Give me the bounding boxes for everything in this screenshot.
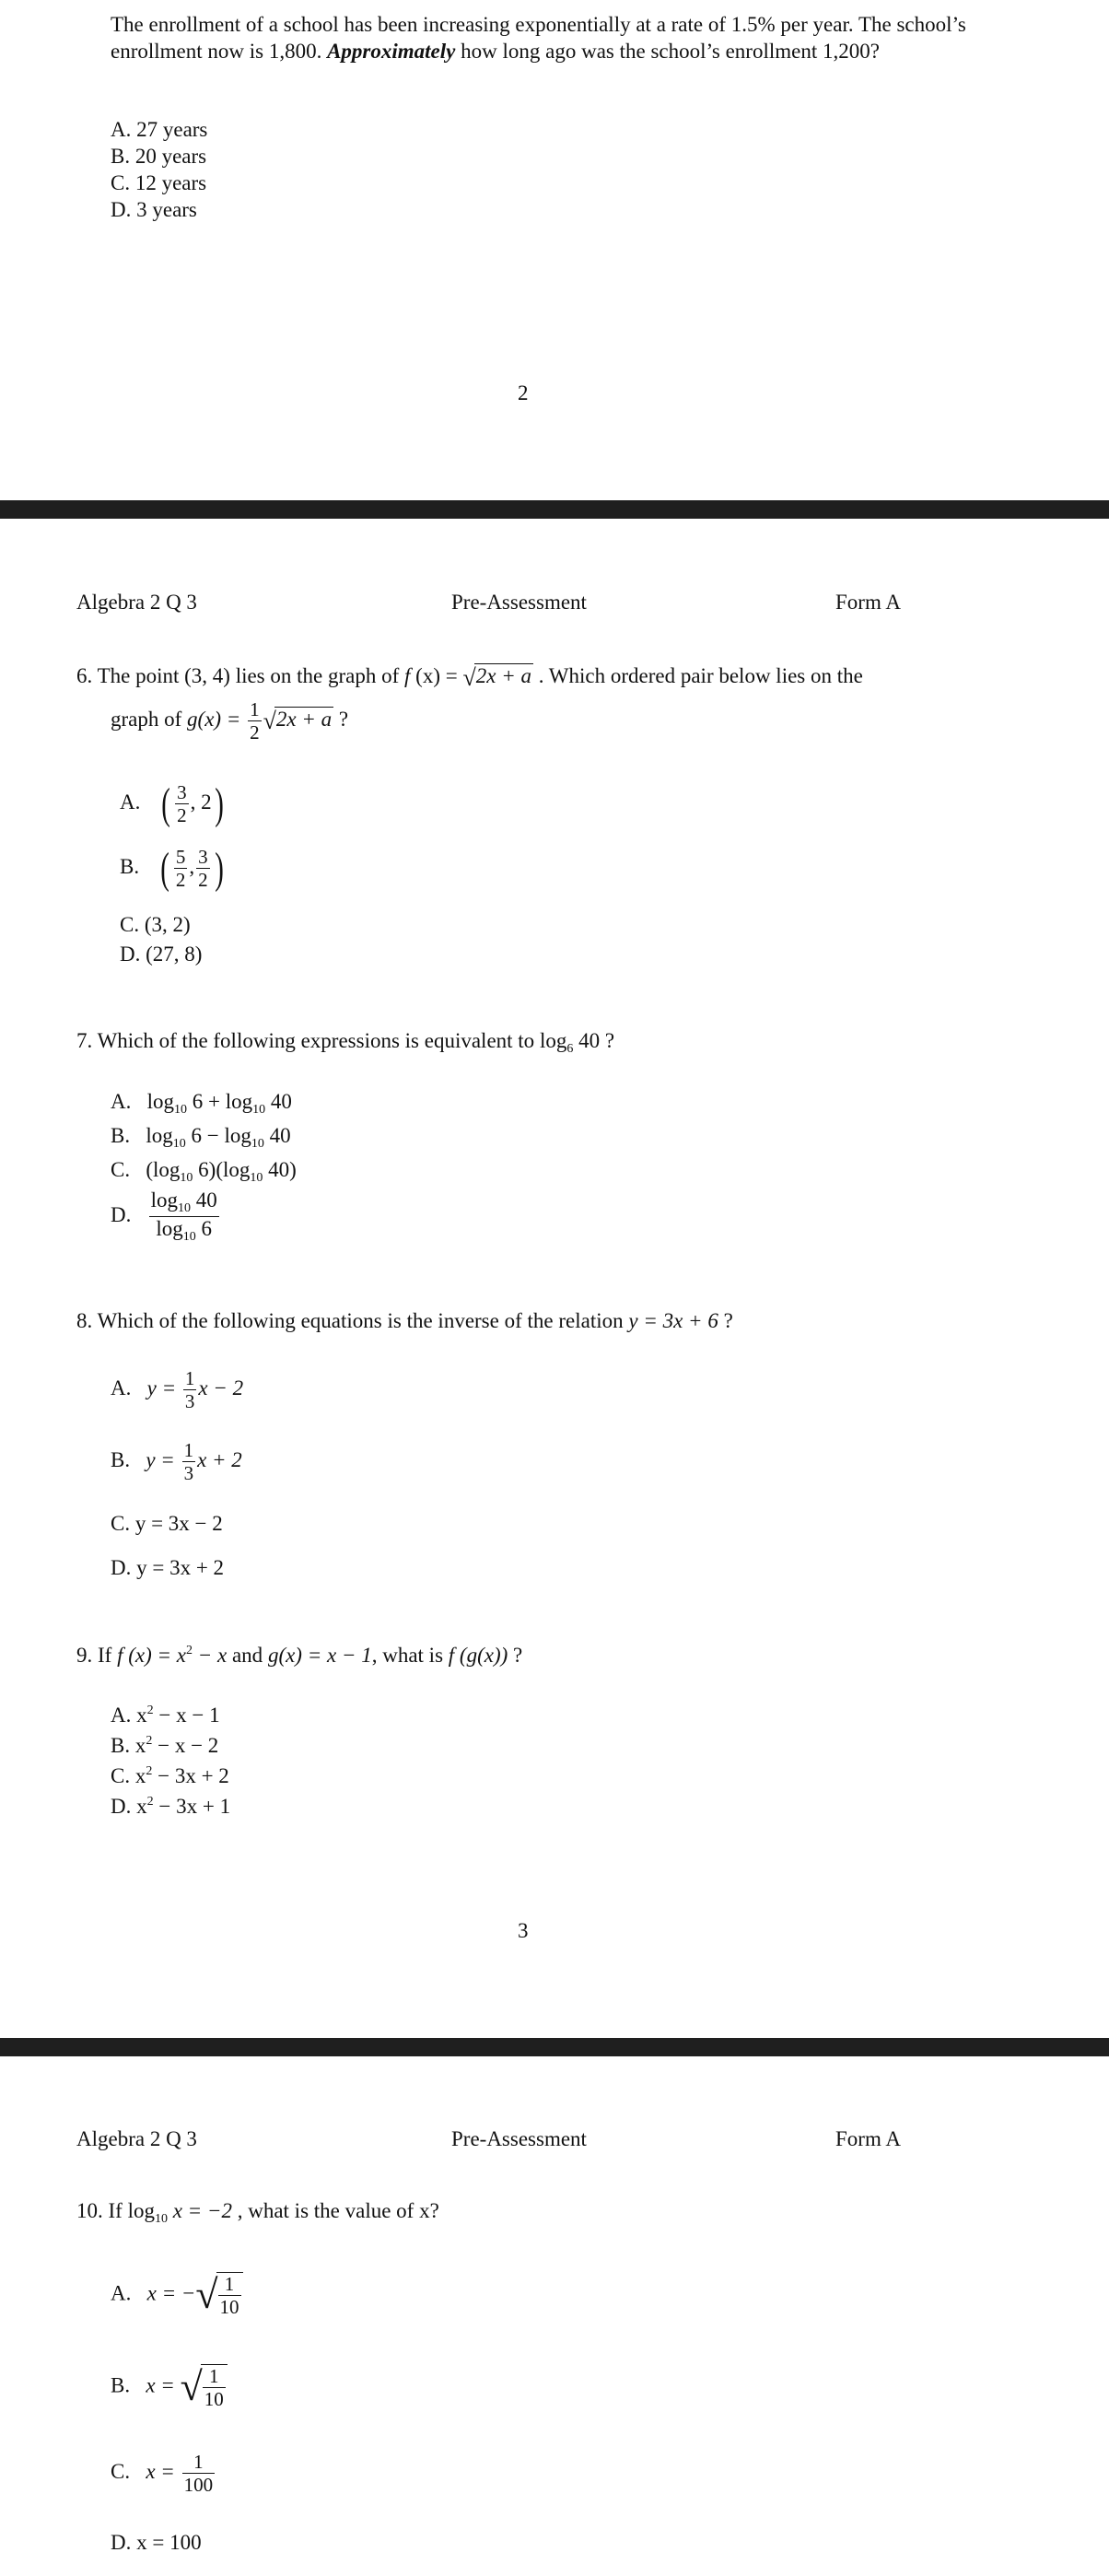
sqrt-icon: √ bbox=[195, 2272, 218, 2317]
q7-option-d: D. $\frac{\log_{10} 40}{\log_{10} 6}$ bbox=[111, 1188, 217, 1245]
q5-option-b: B. 20 years bbox=[111, 145, 207, 168]
q8-option-a: A. y = $\frac{1}{3}$ x − 2 bbox=[111, 1367, 244, 1413]
left-paren-icon: ( bbox=[160, 843, 169, 893]
page-number: 2 bbox=[518, 381, 529, 404]
fraction: $\frac{1}{2}$ bbox=[250, 698, 260, 744]
right-paren-icon: ) bbox=[214, 779, 224, 828]
q10-option-a: A. x = −√ $\frac{1}{10}$ bbox=[111, 2271, 243, 2320]
question-9: 9. If f $(x) = x^2 - x$ and g(x) = x − 1, what is f (g(x)) ? bbox=[76, 1644, 523, 1667]
header-course: Algebra 2 Q 3 bbox=[76, 591, 197, 614]
q6-option-b: B. ( $\frac{5}{2}$ , $\frac{3}{2}$ ) bbox=[120, 843, 224, 893]
q8-option-b: B. y = $\frac{1}{3}$ x + 2 bbox=[111, 1439, 242, 1485]
q7-option-c: C. ($\log_{10}$ $6)(\log_{10}$ 40) bbox=[111, 1158, 297, 1185]
header-course: Algebra 2 Q 3 bbox=[76, 2127, 197, 2150]
q7-option-b: B. $\log_{10} 6 - \log_{10} 40$ bbox=[111, 1124, 291, 1151]
question-8: 8. Which of the following equations is the inverse of the relation y = 3x + 6 ? bbox=[76, 1309, 733, 1332]
page-separator bbox=[0, 2038, 1109, 2056]
question-10: 10. If $\log_{10} x = -2$ , what is the value of x? bbox=[76, 2199, 439, 2226]
q5-option-a: A. 27 years bbox=[111, 118, 208, 141]
q8-option-d: D. y = 3x + 2 bbox=[111, 1556, 225, 1579]
right-paren-icon: ) bbox=[214, 843, 224, 893]
question-5-text: The enrollment of a school has been increasing exponentially at a rate of 1.5% per year. The school’s enrollment now is 1,800. Approximately how long ago was the school’s enrollment 1,200? bbox=[111, 13, 966, 63]
page-number: 3 bbox=[518, 1919, 529, 1942]
header-form: Form A bbox=[835, 591, 901, 614]
q6-option-c: C. (3, 2) bbox=[120, 913, 191, 936]
question-6-line1: 6. The point (3, 4) lies on the graph of f (x) = √2x + a . Which ordered pair below lies on the bbox=[76, 664, 863, 692]
q5-option-c: C. 12 years bbox=[111, 171, 207, 194]
q6-option-d: D. (27, 8) bbox=[120, 943, 203, 966]
q10-option-d: D. x = 100 bbox=[111, 2531, 202, 2554]
question-6-line2: graph of g(x) = $\frac{1}{2}$ √2x + a ? bbox=[111, 698, 349, 744]
q6-option-a: A. ( $\frac{3}{2}$ , 2) bbox=[120, 779, 224, 828]
q9-option-c: C. $x^2 - 3x + 2$ bbox=[111, 1764, 229, 1787]
header-form: Form A bbox=[835, 2127, 901, 2150]
q9-option-a: A. $x^2 - x - 1$ bbox=[111, 1704, 220, 1727]
page-separator bbox=[0, 500, 1109, 519]
q10-option-b: B. x = √ $\frac{1}{10}$ bbox=[111, 2363, 228, 2412]
sqrt-icon: √ bbox=[263, 708, 276, 735]
question-7: 7. Which of the following expressions is equivalent to $\log_6 40$ ? bbox=[76, 1029, 615, 1056]
fraction: $\frac{\log_{10} 40}{\log_{10} 6}$ bbox=[150, 1188, 217, 1245]
q7-option-a: A. $\log_{10} 6 + \log_{10} 40$ bbox=[111, 1090, 292, 1117]
sqrt-icon: √ bbox=[180, 2364, 203, 2409]
left-paren-icon: ( bbox=[161, 779, 170, 828]
q9-option-b: B. $x^2 - x - 2$ bbox=[111, 1734, 219, 1757]
sqrt-icon: √ bbox=[462, 664, 476, 692]
q5-option-d: D. 3 years bbox=[111, 198, 197, 221]
q10-option-c: C. x = $\frac{1}{100}$ bbox=[111, 2451, 214, 2497]
header-title: Pre-Assessment bbox=[451, 2127, 587, 2150]
q9-option-d: D. $x^2 - 3x + 1$ bbox=[111, 1795, 231, 1818]
header-title: Pre-Assessment bbox=[451, 591, 587, 614]
q8-option-c: C. y = 3x − 2 bbox=[111, 1512, 223, 1535]
